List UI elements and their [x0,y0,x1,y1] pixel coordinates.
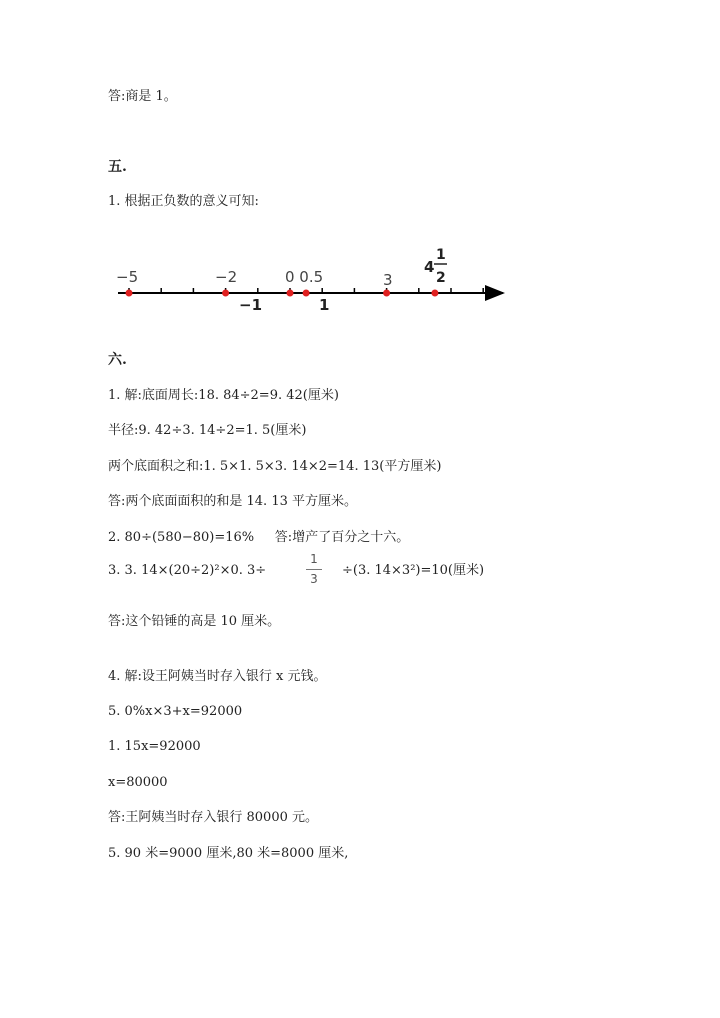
q4-line-3: 1. 15x=92000 [108,739,201,754]
q3-frac-num: 1 [310,552,318,566]
number-line-point [431,290,438,297]
label-neg1: −1 [239,296,263,314]
section-6-line-3: 两个底面积之和:1. 5×1. 5×3. 14×2=14. 13(平方厘米) [108,459,442,474]
q3-part-2: ÷(3. 14×3²)=10(厘米) [342,563,485,578]
section-6-line-1: 1. 解:底面周长:18. 84÷2=9. 42(厘米) [108,388,339,403]
label-zero-half: 0 0.5 [285,268,324,286]
label-frac-den: 2 [436,270,446,286]
q5-line-1: 5. 90 米=9000 厘米,80 米=8000 厘米, [108,846,349,861]
number-line-point [126,290,133,297]
q4-line-4: x=80000 [108,775,168,790]
number-line-point [383,290,390,297]
section-6-line-4: 答:两个底面面积的和是 14. 13 平方厘米。 [108,494,357,509]
label-neg2: −2 [215,268,238,286]
q4-line-2: 5. 0%x×3+x=92000 [108,704,243,719]
previous-answer: 答:商是 1。 [108,89,177,104]
q3-frac-den: 3 [310,572,318,586]
number-line-point [287,290,294,297]
q3-frac-bar [306,569,322,570]
number-line-point [303,290,310,297]
label-one: 1 [319,296,330,314]
section-5-item-1: 1. 根据正负数的意义可知: [108,194,259,209]
number-line-point [222,290,229,297]
label-frac-num: 1 [436,247,446,263]
section-6-line-5: 2. 80÷(580−80)=16% 答:增产了百分之十六。 [108,530,410,545]
q3-part-1: 3. 3. 14×(20÷2)²×0. 3÷ [108,563,267,578]
q3-answer: 答:这个铅锤的高是 10 厘米。 [108,614,281,629]
section-6-line-2: 半径:9. 42÷3. 14÷2=1. 5(厘米) [108,423,307,438]
section-5-heading: 五. [108,159,127,175]
section-6-heading: 六. [108,352,127,368]
label-three: 3 [383,271,393,289]
label-neg5: −5 [116,268,139,286]
q4-line-5: 答:王阿姨当时存入银行 80000 元。 [108,810,318,825]
number-line-figure [0,242,720,322]
label-four: 4 [424,258,435,276]
q4-line-1: 4. 解:设王阿姨当时存入银行 x 元钱。 [108,669,327,684]
